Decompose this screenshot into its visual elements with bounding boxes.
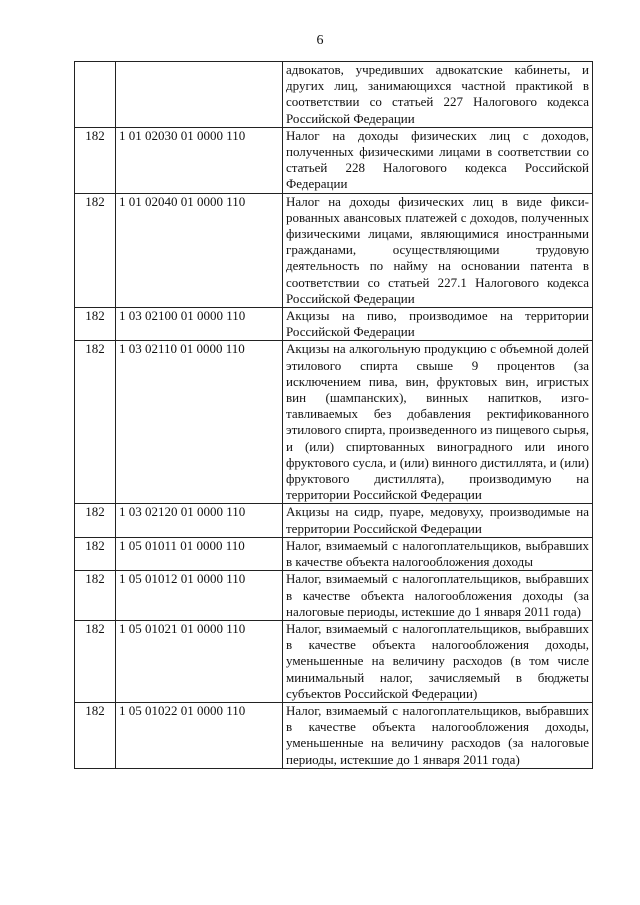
admin-code-cell: 182 (75, 620, 116, 702)
description-cell: Налог, взимаемый с налогоплательщиков, выбравших в качестве объекта налогообложения доходы (за налоговые периоды, истекшие до 1 января 2011 года) (283, 571, 593, 621)
admin-code-cell: 182 (75, 308, 116, 341)
description-cell: адвокатов, учредивших адвокатские кабинеты, и других лиц, занимающихся частной практикой в соответствии со статьей 227 Налогового кодекса Российской Федерации (283, 62, 593, 128)
description-cell: Акцизы на пиво, производимое на территории Российской Федерации (283, 308, 593, 341)
budget-classification-table (74, 61, 593, 769)
admin-code-cell: 182 (75, 504, 116, 537)
admin-code-cell: 182 (75, 341, 116, 504)
description-cell: Налог, взимаемый с налогоплательщиков, выбравших в качестве объекта налогообложения доходы, уменьшенные на величину расходов (за налоговые периоды, истекшие до 1 января 2011 года) (283, 702, 593, 768)
table-row (75, 127, 593, 193)
table-row (75, 620, 593, 702)
kbk-code-cell: 1 05 01012 01 0000 110 (116, 571, 283, 621)
table-row (75, 702, 593, 768)
description-cell: Акцизы на алкогольную продукцию с объемной долей этилового спирта свыше 9 процентов (за исключением пива, вин, фруктовых вин, игристых вин (шампанских), винных напитков, изготавливаемых без добавления ректификованного этилового спирта, произведенного из пищевого сырья, и (или) спиртованных виноградного или иного фруктового сусла, и (или) винного дистиллята, и (или) фруктового дистиллята), производимую на территории Российской Федерации (283, 341, 593, 504)
admin-code-cell: 182 (75, 193, 116, 307)
kbk-code-cell: 1 01 02040 01 0000 110 (116, 193, 283, 307)
table-row (75, 193, 593, 307)
description-cell: Акцизы на сидр, пуаре, медовуху, производимые на территории Российской Федерации (283, 504, 593, 537)
table-row (75, 571, 593, 621)
kbk-code-cell: 1 05 01022 01 0000 110 (116, 702, 283, 768)
table-row (75, 504, 593, 537)
kbk-code-cell: 1 03 02100 01 0000 110 (116, 308, 283, 341)
admin-code-cell: 182 (75, 537, 116, 570)
table-row (75, 308, 593, 341)
admin-code-cell: 182 (75, 571, 116, 621)
admin-code-cell: 182 (75, 127, 116, 193)
description-cell: Налог, взимаемый с налогоплательщиков, выбравших в качестве объекта налогообложения доходы, уменьшенные на величину расходов (в том числе минимальный налог, зачисляемый в бюджеты субъектов Российской Федерации) (283, 620, 593, 702)
kbk-code-cell: 1 03 02120 01 0000 110 (116, 504, 283, 537)
kbk-code-cell: 1 05 01011 01 0000 110 (116, 537, 283, 570)
admin-code-cell (75, 62, 116, 128)
description-cell: Налог, взимаемый с налогоплательщиков, выбравших в качестве объекта налогообложения доходы (283, 537, 593, 570)
page-number: 6 (316, 33, 324, 48)
kbk-code-cell: 1 01 02030 01 0000 110 (116, 127, 283, 193)
table-row (75, 62, 593, 128)
description-cell: Налог на доходы физических лиц в виде фиксированных авансовых платежей с доходов, полученных физическими лицами, являющимися иностранными гражданами, осуществляющими трудовую деятельность по найму на основании патента в соответствии со статьей 227.1 Налогового кодекса Российской Федерации (283, 193, 593, 307)
table-row (75, 537, 593, 570)
kbk-code-cell: 1 03 02110 01 0000 110 (116, 341, 283, 504)
description-cell: Налог на доходы физических лиц с доходов, полученных физическими лицами в соответствии со статьей 228 Налогового кодекса Российской Федерации (283, 127, 593, 193)
kbk-code-cell: 1 05 01021 01 0000 110 (116, 620, 283, 702)
table-row (75, 341, 593, 504)
kbk-code-cell (116, 62, 283, 128)
admin-code-cell: 182 (75, 702, 116, 768)
